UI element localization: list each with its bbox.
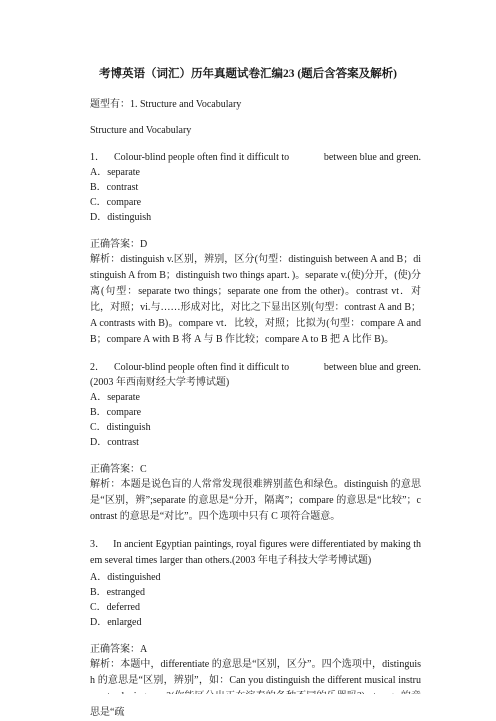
option-d: D．contrast: [90, 437, 139, 448]
question-text: In ancient Egyptian paintings, royal figures were differentiated by making them several times larger than others.(2003 年电子科技大学考博试题): [90, 539, 422, 566]
question-text-part2: between blue and green.: [323, 152, 421, 163]
explanation-paragraph: 解析：本题是说色盲的人常常发现很难辨别蓝色和绿色。distinguish 的意思是“区别，辨”;separate 的意思是“分开，隔离”；compare 的意思是“比较”；contrast 的意思是“对比”。四个选项中只有 C 项符合题意。: [90, 479, 421, 522]
explanation-paragraph: 解析：本题中，differentiate 的意思是“区别，区分”。四个选项中，distinguish 的意思是“区别，辨别”，如：Can you distinguish the different musical instru 思是“疏: [90, 659, 421, 718]
option-b: B．estranged: [90, 587, 145, 598]
option-c: C．deferred: [90, 602, 140, 613]
question-3-stem: [90, 537, 421, 569]
question-type-line: 题型有：1. Structure and Vocabulary: [90, 99, 242, 110]
answer-line: 正确答案：D: [90, 239, 148, 250]
explanation-paragraph: 解析：distinguish v.区别，辨别，区分(句型：distinguish between A and B；distinguish A from B；distinguish two things apart．)。separate v.(使)分开，(使)分离(句型：separate two things；separate one from the other)。contrast vt．对比，对照；vi.与……形成对比，对比之下显出区别(句型：contrast A and B；A contrasts with B)。compare vt．比较，对照；比拟为(句型：compare A and B；compare A with B 将 A 与 B 作比较；compare A to B 把 A 比作 B)。: [90, 254, 421, 345]
answer-line: 正确答案：C: [90, 464, 147, 475]
question-number: 3．: [90, 539, 106, 550]
page-bottom-mask: [0, 694, 496, 702]
section-heading: Structure and Vocabulary: [90, 125, 192, 136]
question-text-part1: Colour-blind people often find it difficult to: [114, 152, 290, 163]
option-a: A．separate: [90, 392, 140, 403]
option-b: B．compare: [90, 407, 142, 418]
question-source: (2003 年西南财经大学考博试题): [90, 377, 230, 388]
question-number: 2．: [90, 362, 105, 373]
question-text-part2: between blue and green.: [323, 362, 421, 373]
option-b: B．contrast: [90, 182, 139, 193]
option-c: C．compare: [90, 197, 142, 208]
option-a: A．separate: [90, 167, 140, 178]
document-title: 考博英语（词汇）历年真题试卷汇编23 (题后含答案及解析): [98, 68, 398, 80]
option-d: D．enlarged: [90, 617, 142, 628]
option-d: D．distinguish: [90, 212, 152, 223]
option-a: A．distinguished: [90, 572, 161, 583]
option-c: C．distinguish: [90, 422, 151, 433]
answer-line: 正确答案：A: [90, 644, 148, 655]
question-text-part1: Colour-blind people often find it difficult to: [114, 362, 290, 373]
question-number: 1．: [90, 152, 105, 163]
